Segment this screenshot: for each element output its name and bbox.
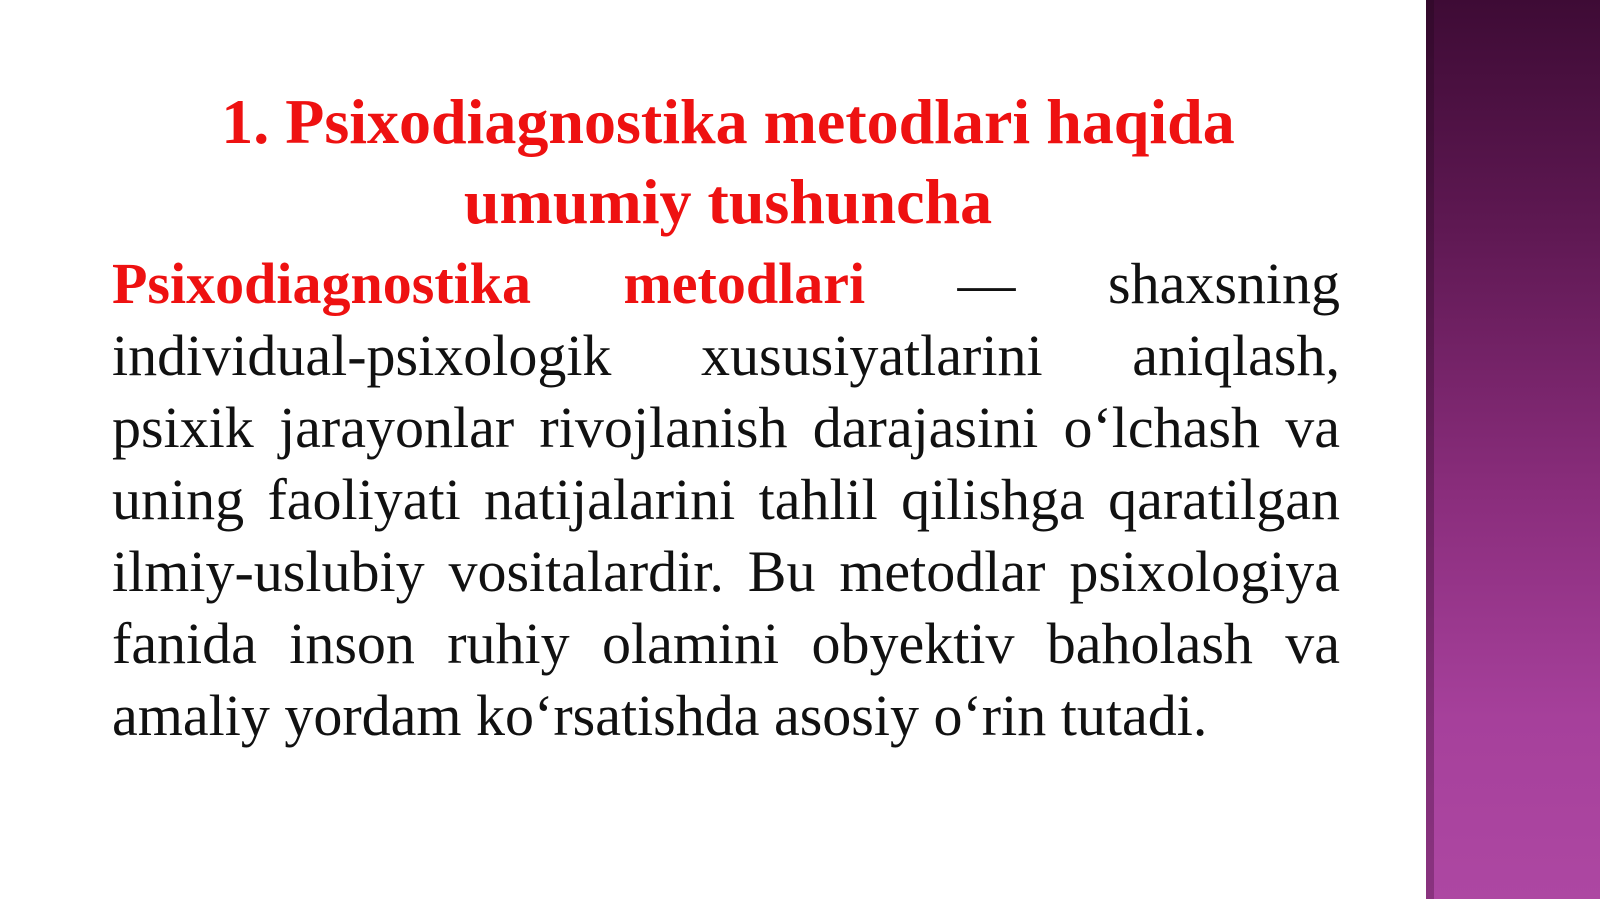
highlighted-term: Psixodiagnostika metodlari	[112, 251, 866, 316]
slide-title: 1. Psixodiagnostika metodlari haqida umumiy tushuncha	[221, 86, 1235, 237]
decorative-side-panel	[1426, 0, 1600, 899]
slide-body	[112, 248, 1340, 752]
definition-text: — shaxsning individual-psixologik xususiyatlarini aniqlash, psixik jarayonlar rivojlanish darajasini o‘lchash va uning faoliyati natijalarini tahlil qilishga qaratilgan ilmiy-uslubiy vositalardir. Bu metodlar psixologiya fanida inson ruhiy olamini obyektiv baholash va amaliy yordam ko‘rsatishda asosiy o‘rin tutadi.	[112, 251, 1341, 748]
